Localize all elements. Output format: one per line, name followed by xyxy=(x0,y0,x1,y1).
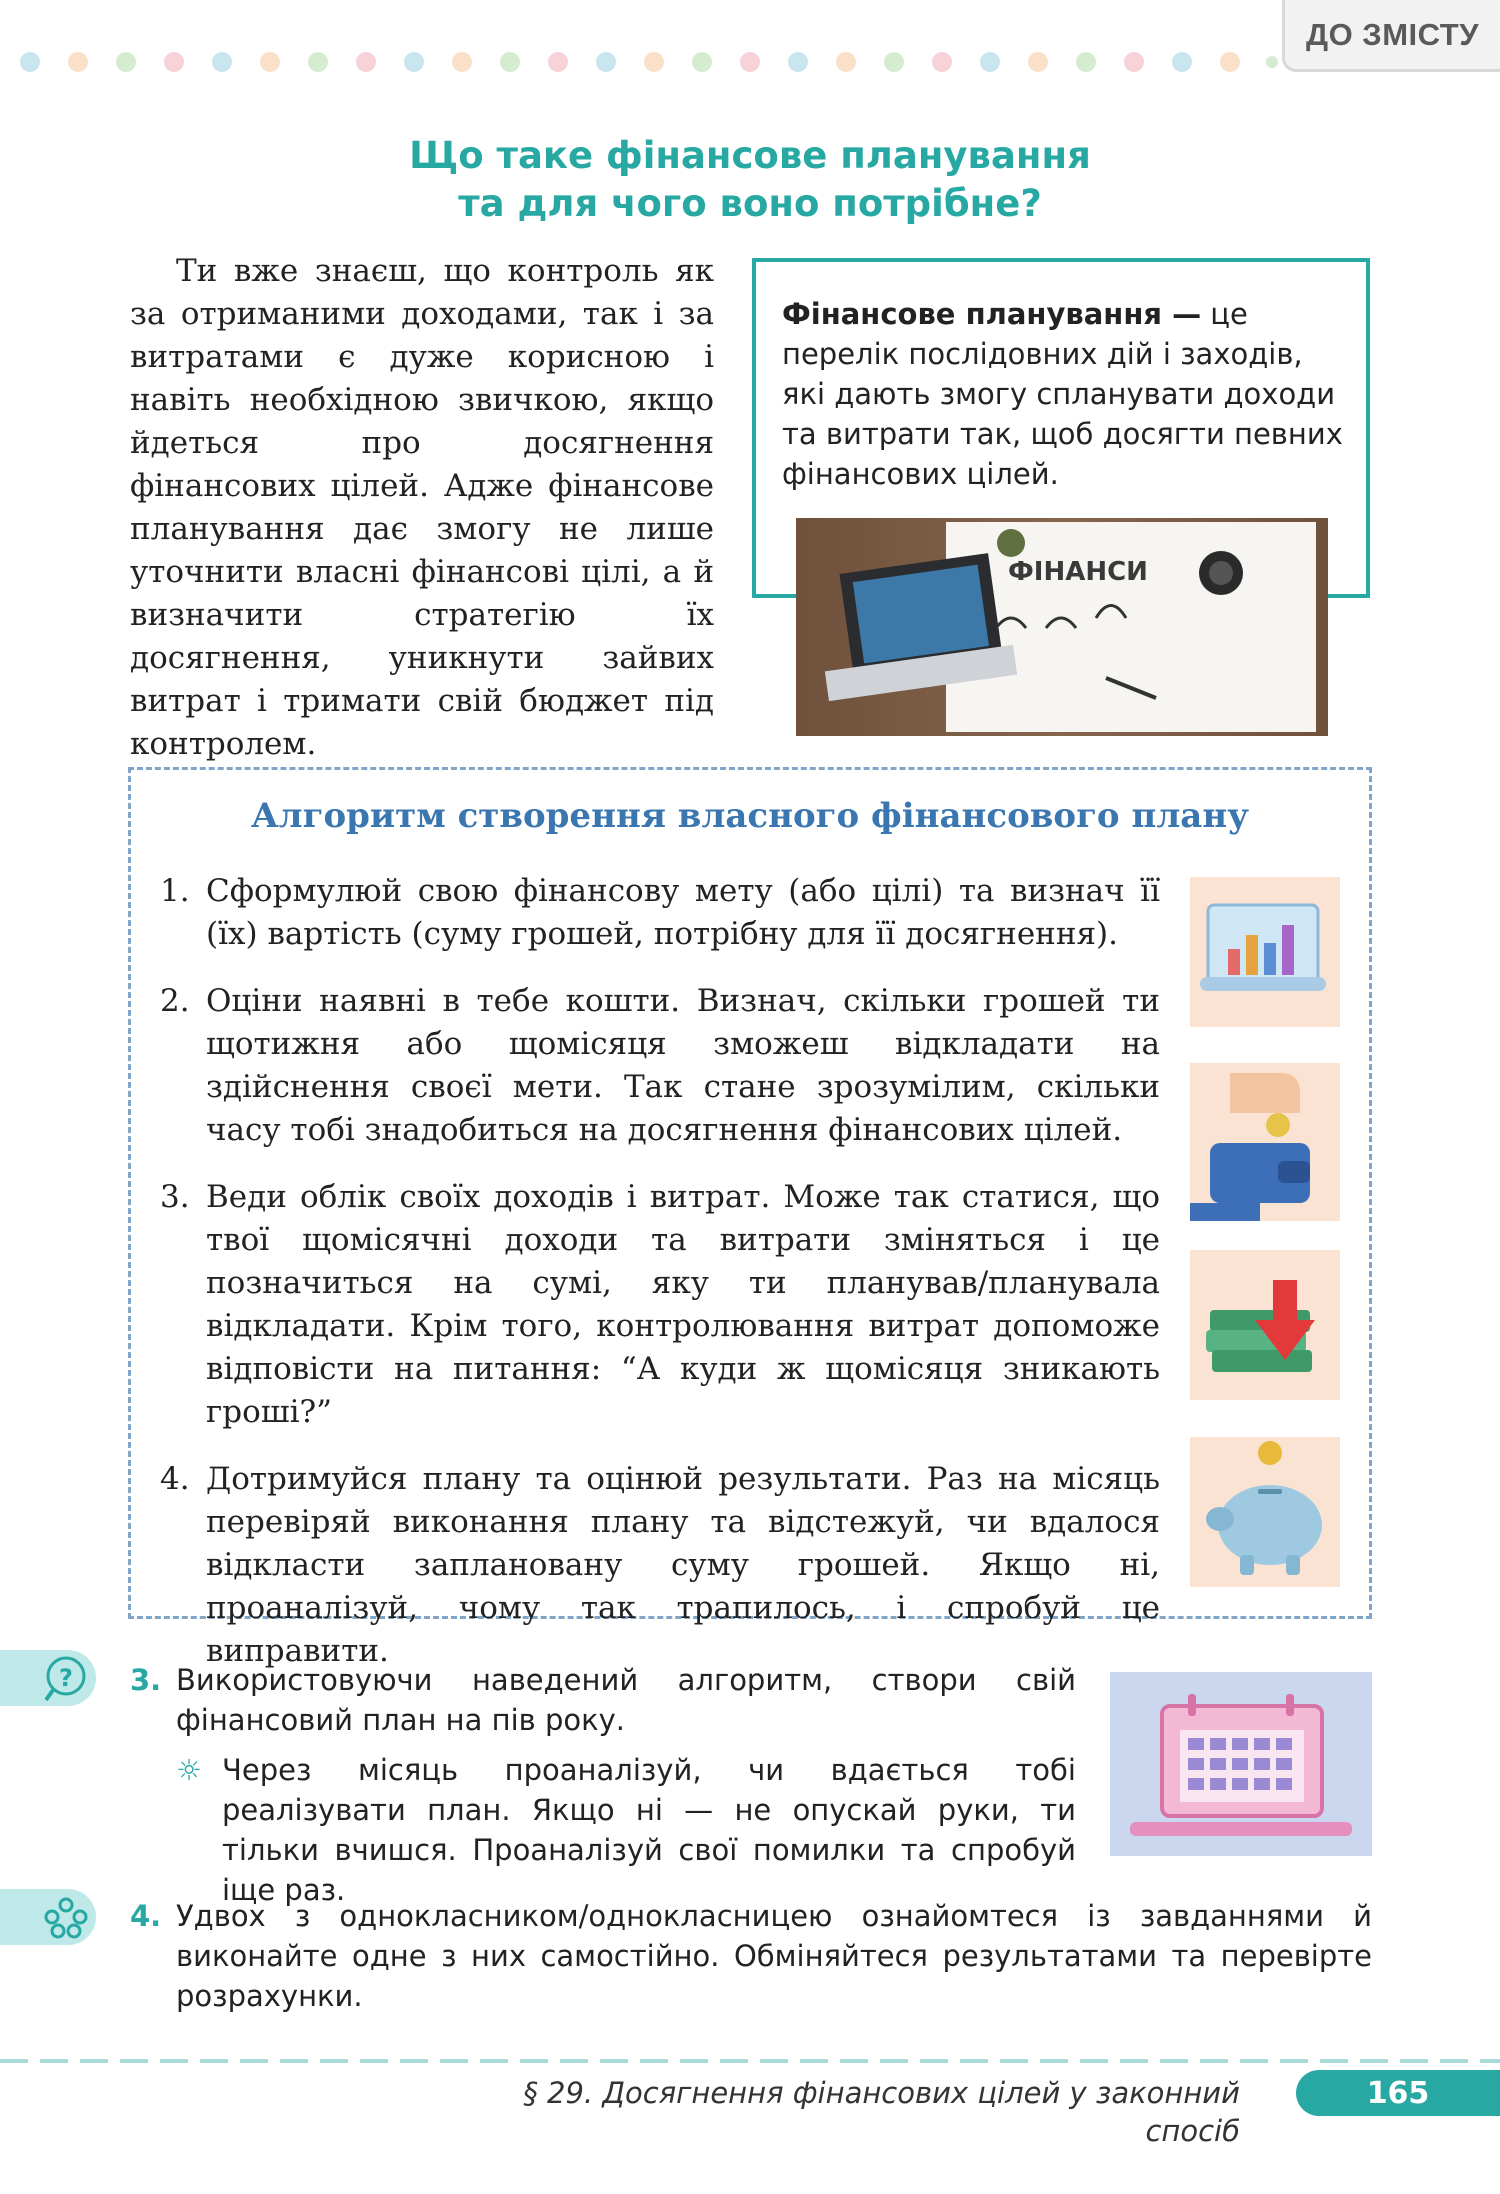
algorithm-title: Алгоритм створення власного фінансового плану xyxy=(250,796,1249,836)
step-text: Дотримуйся плану та оцінюй результати. Раз на місяць перевіряй виконання плану та відстежуй, чи вдалося відкласти заплановану суму грошей. Якщо ні, проаналізуй, чому так трапилось, і спробуй це виправити. xyxy=(206,1461,1160,1669)
footer-dash-line xyxy=(0,2050,1500,2058)
definition-body: це перелік послідовних дій і заходів, які дають змогу спланувати доходи та витрати так, щоб досягти певних фінансових цілей. xyxy=(782,297,1343,491)
decorative-dot-row xyxy=(18,50,1278,74)
task-4-text: Удвох з однокласником/однокласницею ознайомтеся із завданнями й виконайте одне з них самостійно. Обміняйтеся результатами та перевірте розрахунки. xyxy=(176,1899,1372,2013)
step-number: 4. xyxy=(160,1461,190,1497)
step-text: Оціни наявні в тебе кошти. Визнач, скільки грошей ти щотижня або щомісяця зможеш відкладати на здійснення своєї мети. Так стане зрозумілим, скільки часу тобі знадобиться на досягнення фінансових цілей. xyxy=(206,983,1160,1148)
money-stack-icon xyxy=(1190,1250,1340,1400)
finance-photo-label: ФІНАНСИ xyxy=(1008,557,1148,587)
algorithm-step xyxy=(160,870,1160,956)
sun-icon: ☼ xyxy=(176,1753,202,1787)
chapter-footer: § 29. Досягнення фінансових цілей у законний спосіб xyxy=(523,2076,1240,2148)
step-number: 3. xyxy=(160,1179,190,1215)
task-3-number: 3. xyxy=(130,1663,162,1697)
table-of-contents-link[interactable]: ДО ЗМІСТУ xyxy=(1282,0,1500,72)
task-4-number: 4. xyxy=(130,1899,162,1933)
step-text: Веди облік своїх доходів і витрат. Може так статися, що твої щомісячні доходи та витрати зміняться і це позначиться на сумі, яку ти планував/планувала відкладати. Крім того, контролювання витрат допоможе відповісти на питання: “А куди ж щомісяця зникають гроші?” xyxy=(206,1179,1160,1430)
task-3-text: Використовуючи наведений алгоритм, створи свій фінансовий план на пів року. xyxy=(176,1663,1076,1737)
step-text: Сформулюй свою фінансову мету (або цілі) та визнач її (їх) вартість (суму грошей, потрібну для її досягнення). xyxy=(206,873,1160,952)
piggy-bank-icon xyxy=(1190,1437,1340,1587)
algorithm-step xyxy=(160,980,1160,1152)
section-title xyxy=(300,132,1200,228)
algorithm-steps xyxy=(160,870,1160,1697)
step-number: 2. xyxy=(160,983,190,1019)
question-mark-icon: ? xyxy=(59,1664,73,1692)
intro-text: Ти вже знаєш, що контроль як за отриманими доходами, так і за витратами є дуже корисною і навіть необхідною звичкою, якщо йдеться про досягнення фінансових цілей. Адже фінансове планування дає змогу не лише уточнити власні фінансові цілі, а й визначити стратегію їх досягнення, уникнути зайвих витрат і тримати свій бюджет під контролем. xyxy=(130,253,714,762)
question-tag xyxy=(0,1650,96,1706)
hand-wallet-icon xyxy=(1190,1063,1340,1221)
algorithm-step xyxy=(160,1176,1160,1434)
section-title-line-2: та для чого воно потрібне? xyxy=(458,182,1042,225)
section-title-line-1: Що таке фінансове планування xyxy=(409,134,1091,177)
finance-photo xyxy=(796,518,1328,736)
task-3-subtext: Через місяць проаналізуй, чи вдається тобі реалізувати план. Якщо ні — не опускай руки, ти тільки вчишся. Проаналізуй свої помилки та спробуй іще раз. xyxy=(222,1753,1076,1907)
algorithm-step xyxy=(160,1458,1160,1673)
chart-scroll-icon xyxy=(1190,877,1340,1027)
step-number: 1. xyxy=(160,873,190,909)
calendar-laptop-image xyxy=(1110,1672,1372,1856)
definition-term: Фінансове планування — xyxy=(782,297,1202,331)
group-work-tag xyxy=(0,1889,96,1945)
definition-text xyxy=(782,294,1352,494)
page-number: 165 xyxy=(1296,2070,1500,2116)
intro-paragraph xyxy=(130,250,714,766)
